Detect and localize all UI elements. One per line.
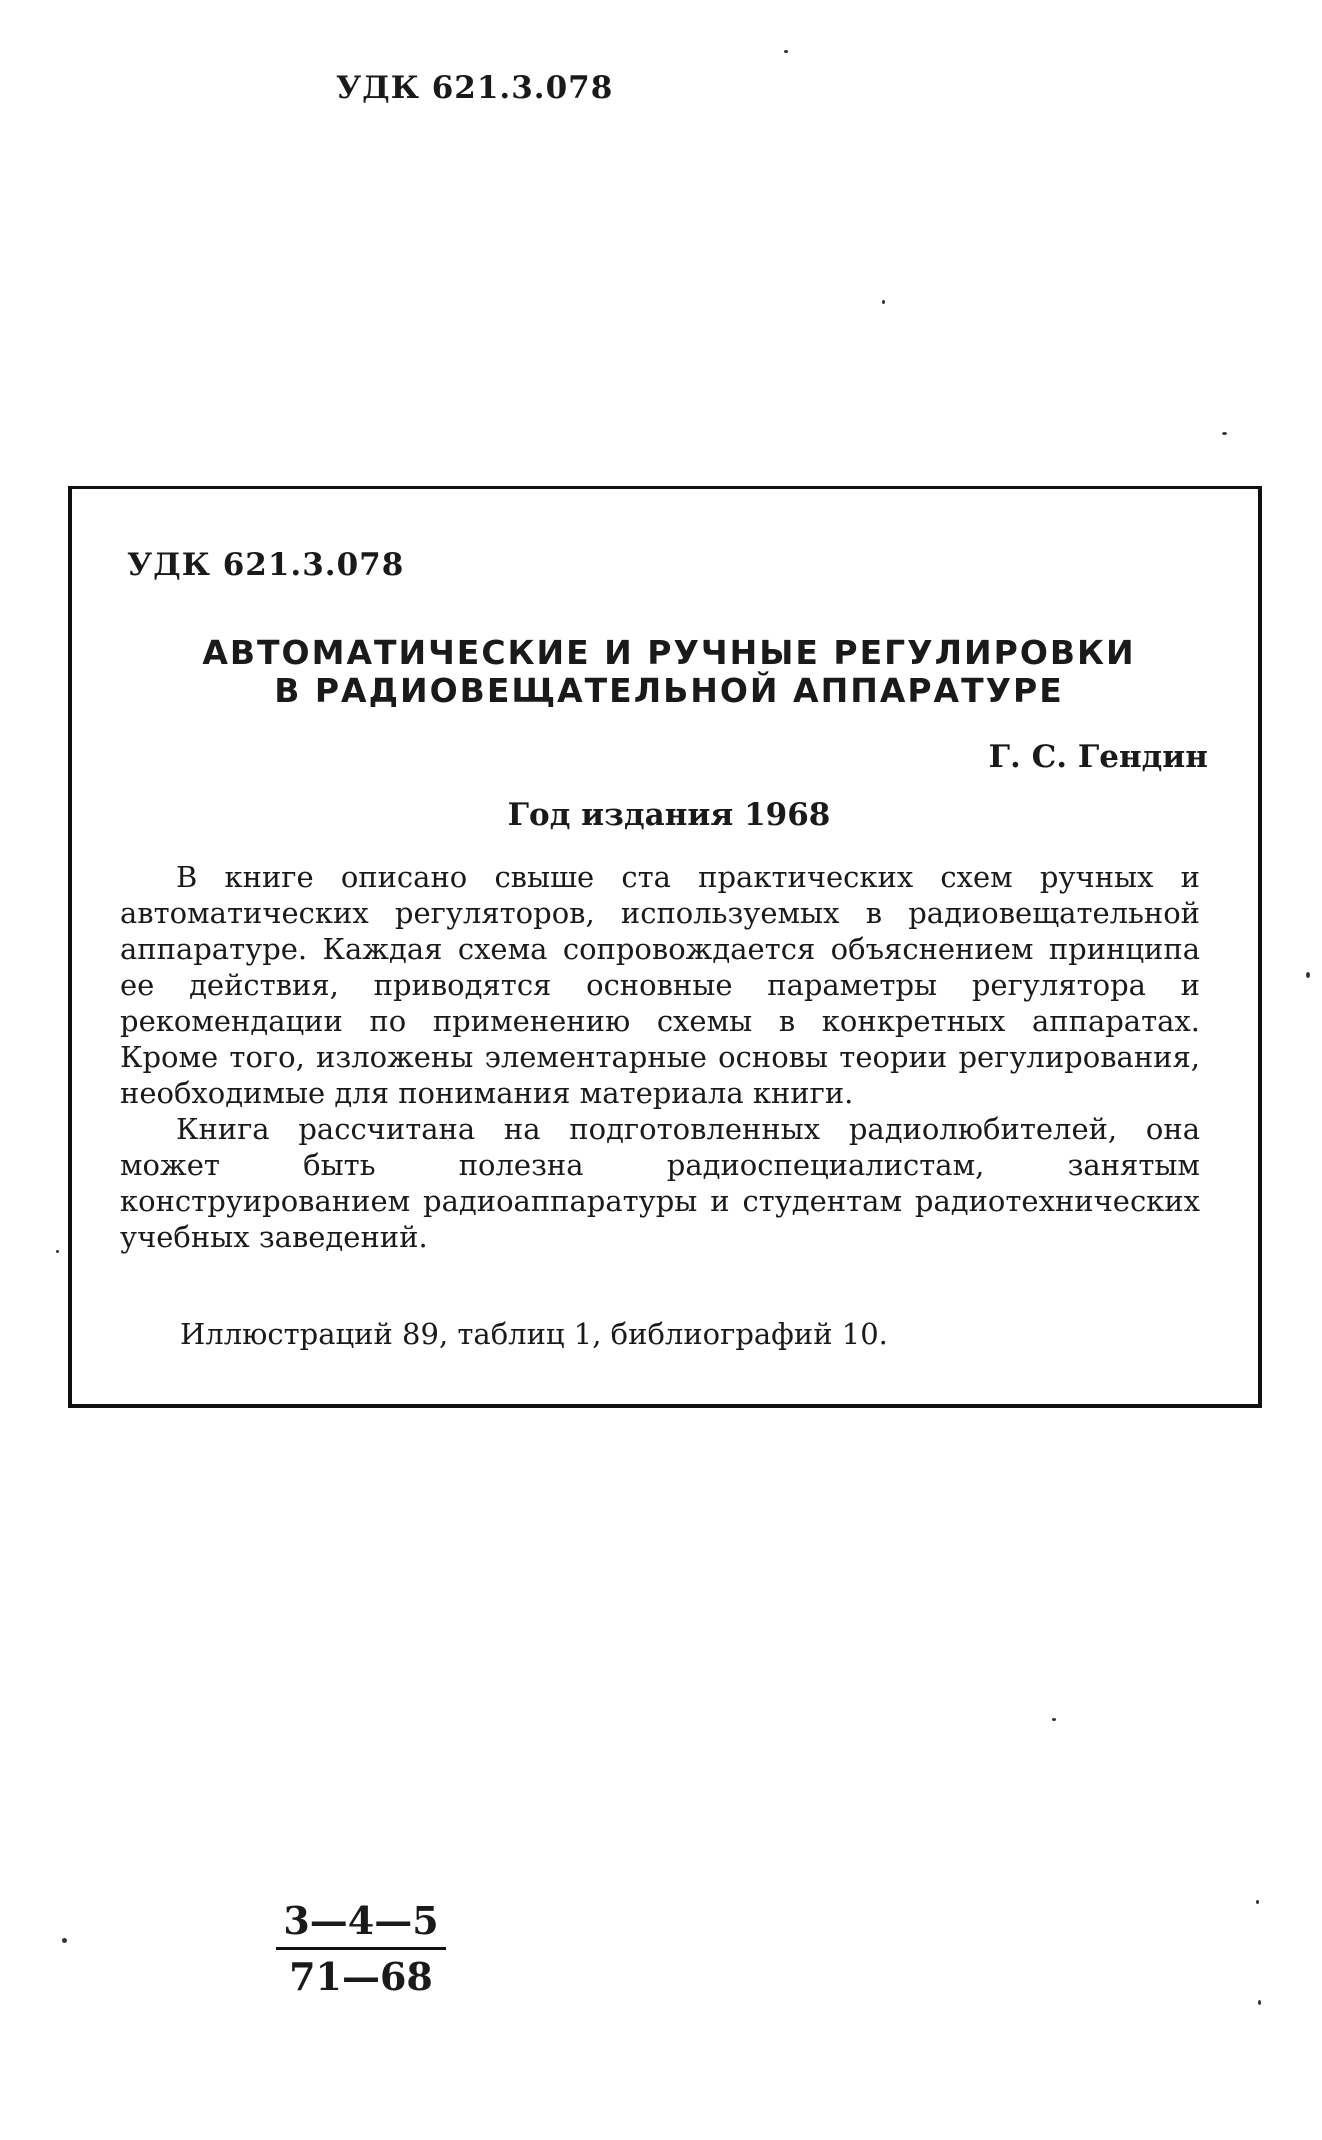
book-title-line-1: АВТОМАТИЧЕСКИЕ И РУЧНЫЕ РЕГУЛИРОВКИ	[202, 633, 1136, 672]
book-title-line-2: В РАДИОВЕЩАТЕЛЬНОЙ АППАРАТУРЕ	[274, 671, 1064, 710]
annotation-paragraph-2: Книга рассчитана на подготовленных радиолюбителей, она может быть полезна радиоспециалистам, занятым конструированием радиоаппаратуры и студентам радиотехнических учебных заведений.	[120, 1112, 1200, 1254]
publisher-code-denominator: 71—68	[276, 1947, 446, 1999]
book-author: Г. С. Гендин	[988, 739, 1208, 775]
scan-speck	[56, 1250, 59, 1253]
scan-speck	[1052, 1718, 1056, 1721]
scan-speck	[1258, 2000, 1261, 2005]
scan-speck	[1256, 1900, 1259, 1904]
scan-speck	[1222, 432, 1227, 435]
publisher-code-numerator: 3—4—5	[283, 1898, 439, 1943]
scan-speck	[62, 1938, 67, 1943]
publisher-code	[276, 1898, 446, 1999]
scan-speck	[1306, 972, 1310, 978]
card-udk: УДК 621.3.078	[127, 547, 405, 583]
book-title	[72, 634, 1266, 710]
header-udk: УДК 621.3.078	[336, 70, 614, 106]
scan-speck	[784, 50, 788, 53]
book-stats: Иллюстраций 89, таблиц 1, библиографий 10.	[180, 1317, 888, 1351]
annotation	[120, 859, 1200, 1255]
catalog-card	[68, 486, 1262, 1408]
annotation-paragraph-1: В книге описано свыше ста практических схем ручных и автоматических регуляторов, используемых в радиовещательной аппаратуре. Каждая схема сопровождается объяснением принципа ее действия, приводятся основные параметры регулятора и рекомендации по применению схемы в конкретных аппаратах. Кроме того, изложены элементарные основы теории регулирования, необходимые для понимания материала книги.	[120, 860, 1200, 1110]
scan-speck	[882, 300, 885, 304]
publication-year: Год издания 1968	[507, 797, 831, 833]
